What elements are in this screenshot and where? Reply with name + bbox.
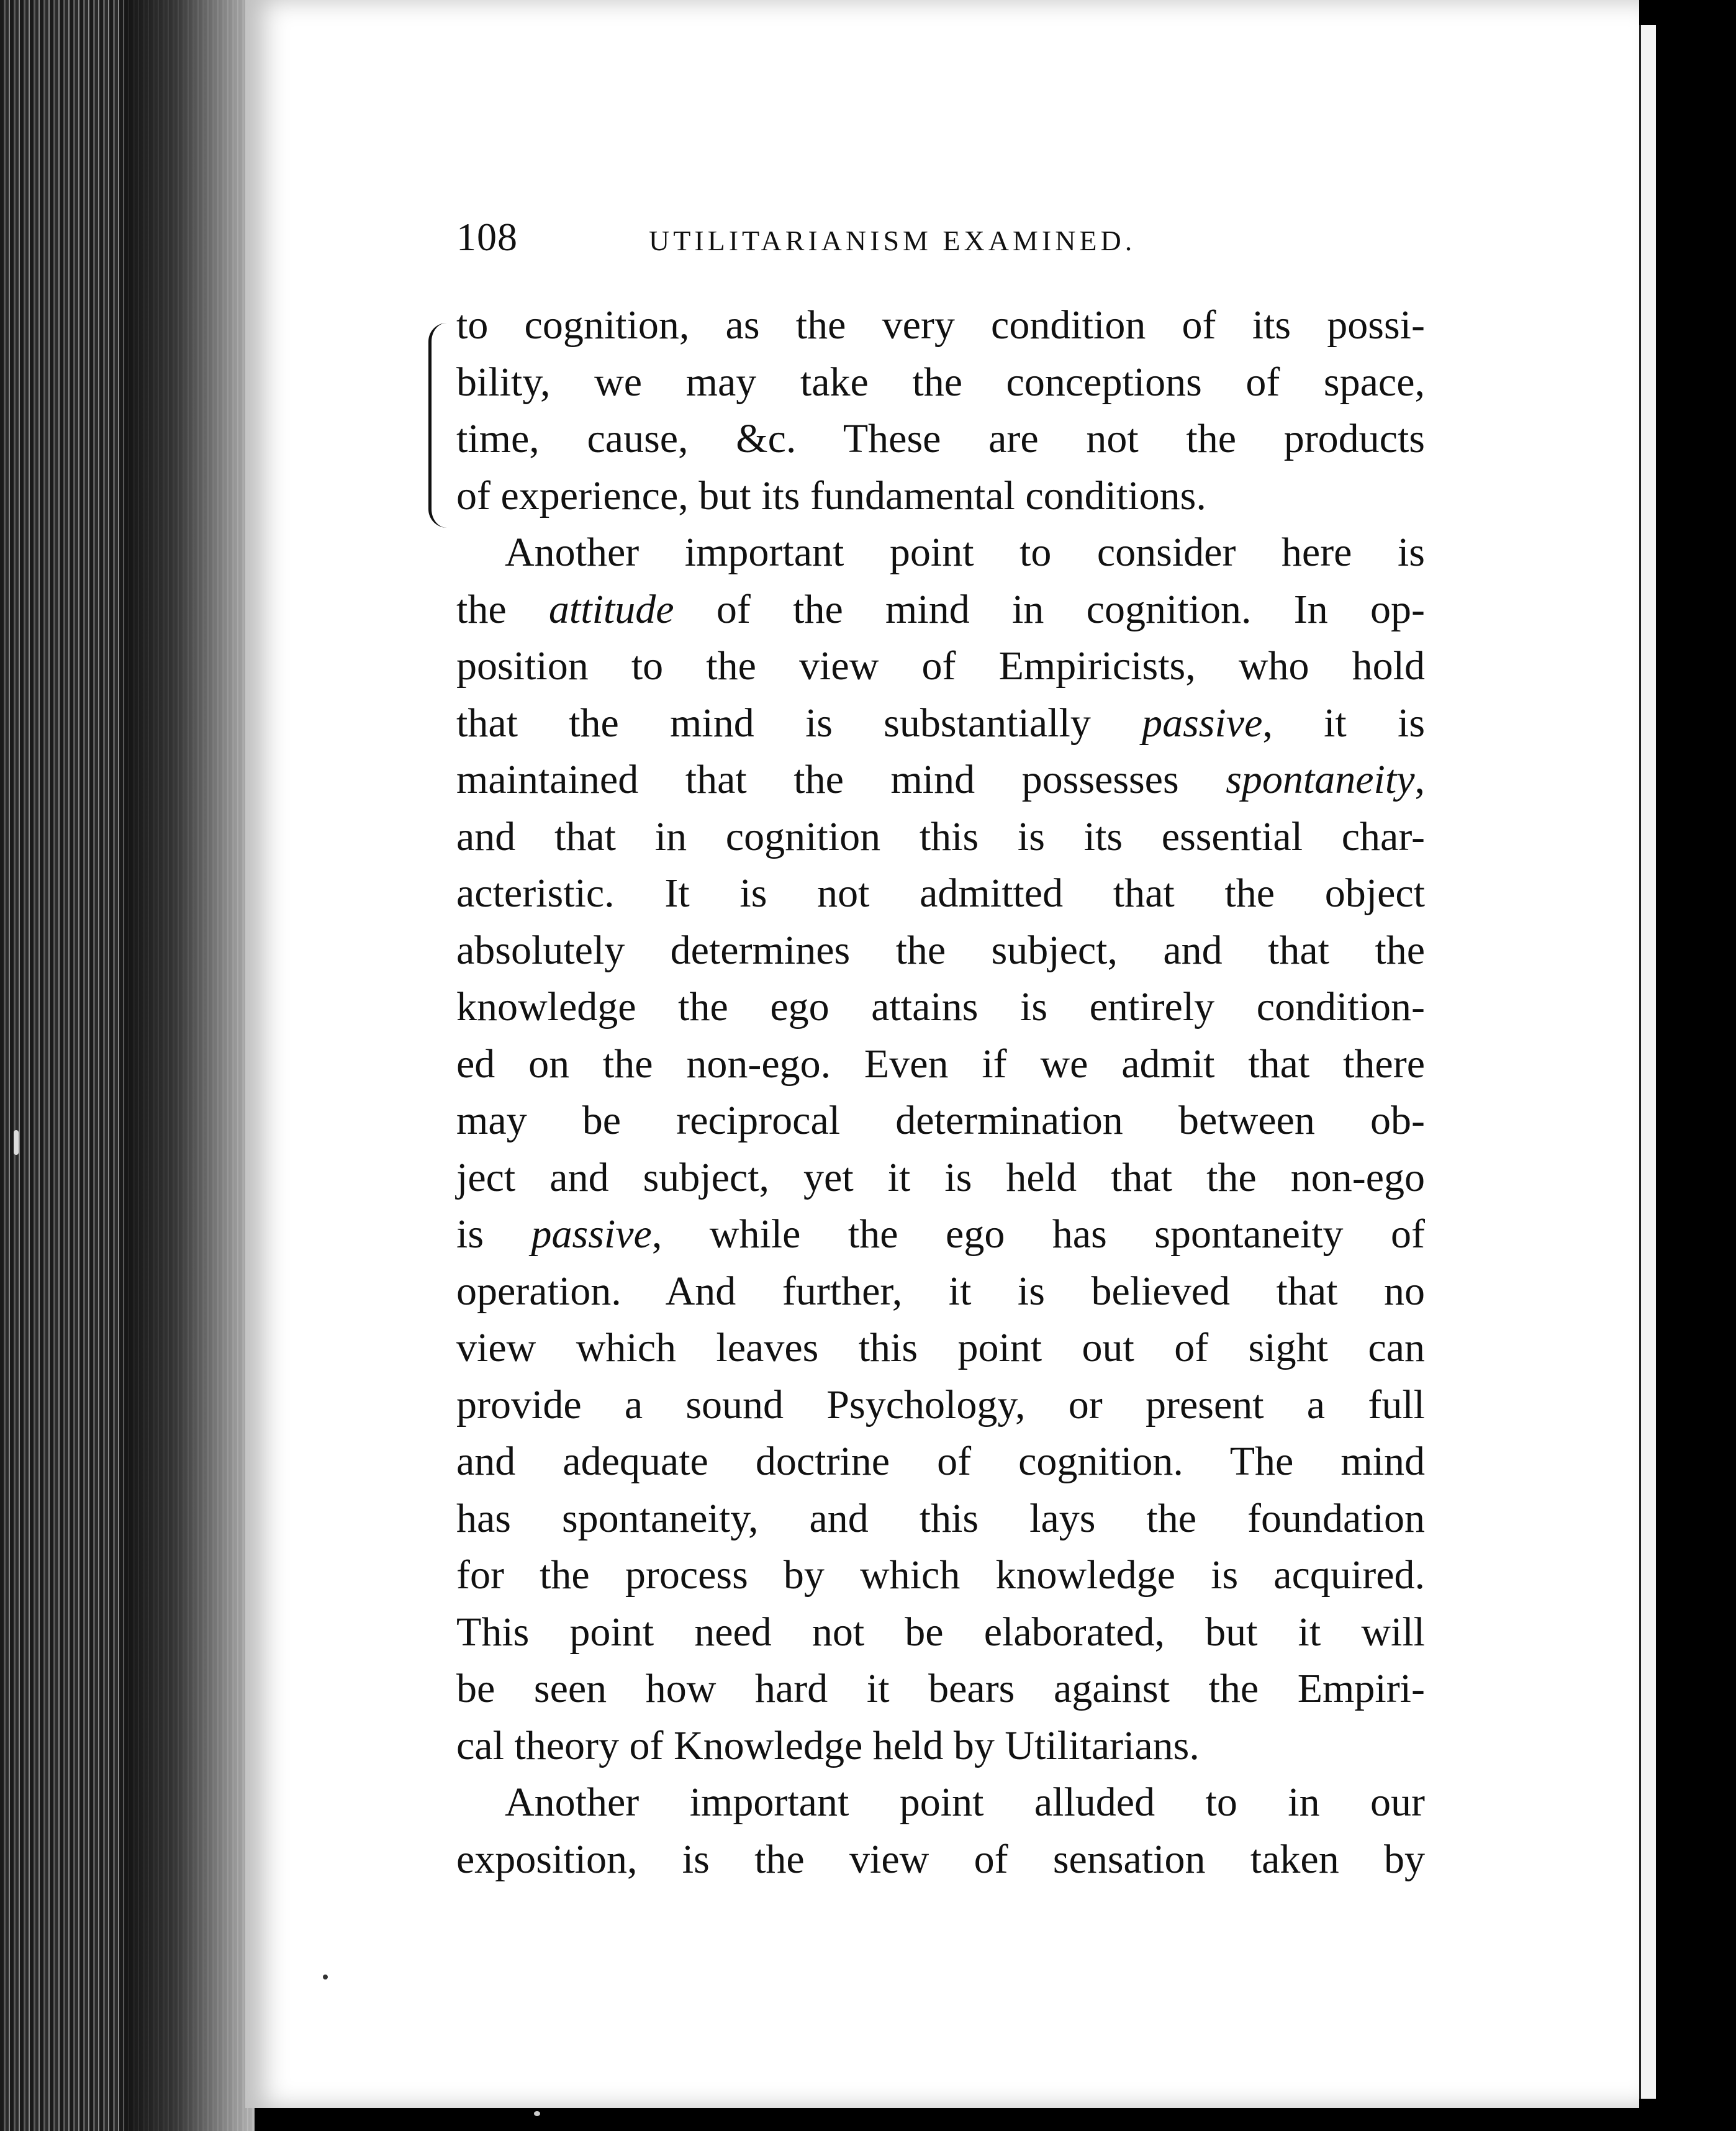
- scan-speck: [323, 1975, 328, 1979]
- text-line: time, cause, &c. These are not the products: [456, 416, 1425, 461]
- running-head: [456, 214, 1236, 264]
- text-line: provide a sound Psychology, or present a full: [456, 1382, 1425, 1427]
- text-line: for the process by which knowledge is acquired.: [456, 1552, 1425, 1598]
- text-line: knowledge the ego attains is entirely condition-: [456, 984, 1425, 1029]
- text-line: absolutely determines the subject, and that the: [456, 927, 1425, 973]
- text-line: ed on the non-ego. Even if we admit that there: [456, 1041, 1425, 1087]
- text-line: view which leaves this point out of sight can: [456, 1325, 1425, 1370]
- page-edges: [0, 0, 255, 2131]
- text-line: position to the view of Empiricists, who hold: [456, 643, 1425, 689]
- scan-speck: [534, 2111, 540, 2116]
- text-line: to cognition, as the very condition of its possi-: [456, 302, 1425, 348]
- italic-word: attitude: [548, 586, 674, 632]
- text-line: operation. And further, it is believed that no: [456, 1268, 1425, 1314]
- text-line: of experience, but its fundamental conditions.: [456, 473, 1206, 518]
- text-line: the attitude of the mind in cognition. In op-: [456, 586, 1425, 632]
- text-line: This point need not be elaborated, but it will: [456, 1609, 1425, 1655]
- italic-word: passive: [531, 1211, 652, 1257]
- text-line: may be reciprocal determination between ob-: [456, 1098, 1425, 1143]
- text-line: ject and subject, yet it is held that the non-ego: [456, 1154, 1425, 1200]
- scan-speck: [14, 1130, 19, 1155]
- text-line: has spontaneity, and this lays the foundation: [456, 1495, 1425, 1541]
- text-line: bility, we may take the conceptions of space,: [456, 359, 1425, 405]
- text-line: is passive, while the ego has spontaneity of: [456, 1211, 1426, 1257]
- scan-border: [1657, 25, 1736, 2131]
- text-line: Another important point alluded to in our: [505, 1780, 1425, 1825]
- text-line: Another important point to consider here is: [505, 530, 1425, 575]
- facing-page-edge: [1639, 25, 1656, 2099]
- text-line: be seen how hard it bears against the Empiri-: [456, 1666, 1425, 1711]
- text-line: and adequate doctrine of cognition. The mind: [456, 1439, 1425, 1484]
- italic-word: passive: [1142, 700, 1263, 746]
- text-line: exposition, is the view of sensation taken by: [456, 1836, 1425, 1882]
- page-number: 108: [456, 215, 518, 259]
- text-line: that the mind is substantially passive, it is: [456, 700, 1426, 746]
- text-line: cal theory of Knowledge held by Utilitarians.: [456, 1722, 1200, 1768]
- text-line: and that in cognition this is its essential char-: [456, 813, 1425, 859]
- text-line: maintained that the mind possesses spontaneity,: [456, 757, 1425, 802]
- body-text: [456, 297, 1425, 1888]
- text-line: acteristic. It is not admitted that the object: [456, 871, 1425, 916]
- margin-bracket: [428, 323, 456, 528]
- running-title: UTILITARIANISM EXAMINED.: [649, 225, 1136, 256]
- italic-word: spontaneity: [1226, 757, 1415, 802]
